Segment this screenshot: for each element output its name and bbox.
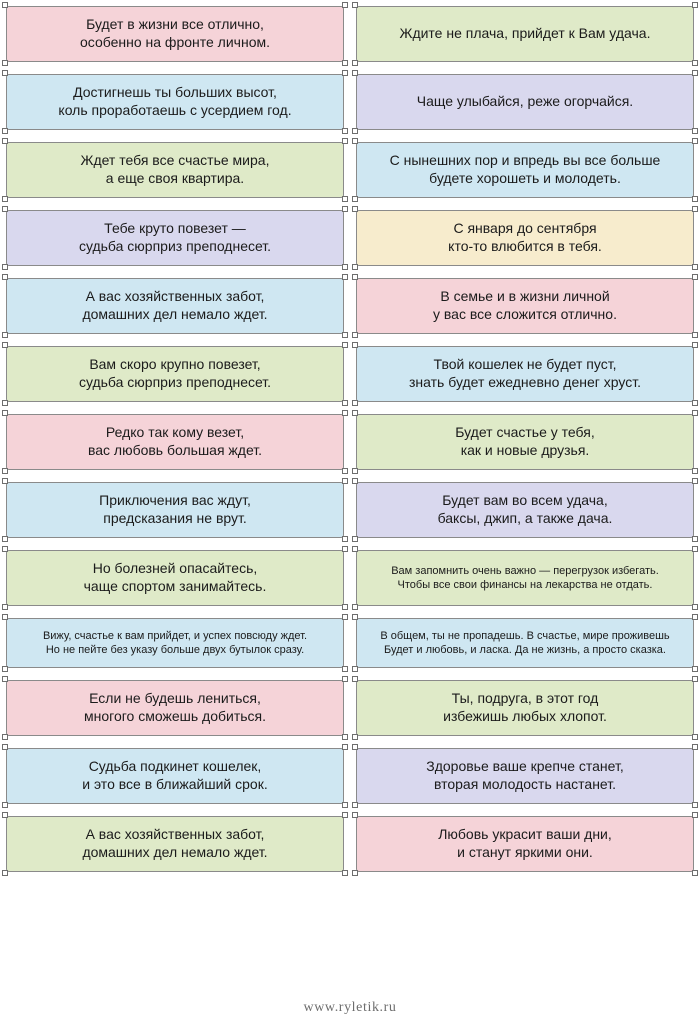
crop-mark-tr [342, 812, 348, 818]
card-text-line: предсказания не врут. [103, 510, 247, 526]
card-slot [356, 618, 694, 668]
card-slot [356, 550, 694, 606]
prediction-card[interactable] [356, 142, 694, 198]
crop-mark-tl [2, 138, 8, 144]
crop-mark-bl [352, 802, 358, 808]
prediction-card[interactable] [6, 816, 344, 872]
prediction-card[interactable] [356, 414, 694, 470]
card-slot [356, 414, 694, 470]
crop-mark-tl [2, 614, 8, 620]
crop-mark-bl [352, 332, 358, 338]
card-slot [356, 680, 694, 736]
card-text [15, 826, 335, 862]
card-text-line: будете хорошеть и молодеть. [429, 170, 621, 186]
crop-mark-tr [692, 614, 698, 620]
crop-mark-bl [352, 870, 358, 876]
card-slot [6, 142, 344, 198]
crop-mark-tl [352, 2, 358, 8]
crop-mark-br [692, 332, 698, 338]
crop-mark-bl [352, 196, 358, 202]
card-slot [356, 210, 694, 266]
crop-mark-tr [342, 342, 348, 348]
crop-mark-tr [342, 546, 348, 552]
crop-mark-br [342, 468, 348, 474]
crop-mark-br [342, 802, 348, 808]
card-slot [6, 414, 344, 470]
card-text-line: Ждет тебя все счастье мира, [80, 152, 270, 169]
crop-mark-tr [692, 744, 698, 750]
crop-mark-bl [352, 128, 358, 134]
card-text-line: Тебе круто повезет — [104, 220, 246, 237]
crop-mark-tl [352, 274, 358, 280]
card-text-line: Чаще улыбайся, реже огорчайся. [416, 93, 634, 110]
crop-mark-br [692, 264, 698, 270]
crop-mark-bl [352, 604, 358, 610]
crop-mark-tl [352, 342, 358, 348]
prediction-card[interactable] [356, 748, 694, 804]
crop-mark-tr [342, 274, 348, 280]
left-column [6, 6, 344, 884]
card-text-line: у вас все сложится отлично. [433, 306, 617, 322]
prediction-card[interactable] [356, 278, 694, 334]
prediction-card[interactable] [356, 550, 694, 606]
prediction-card[interactable] [356, 816, 694, 872]
card-text-line: домашних дел немало ждет. [82, 306, 268, 322]
crop-mark-br [692, 604, 698, 610]
prediction-card[interactable] [6, 6, 344, 62]
crop-mark-br [342, 128, 348, 134]
crop-mark-br [342, 870, 348, 876]
crop-mark-tl [352, 744, 358, 750]
crop-mark-br [692, 60, 698, 66]
crop-mark-br [342, 196, 348, 202]
card-text-line: Но не пейте без указу больше двух бутылок сразу. [45, 644, 305, 656]
card-text-line: Чтобы все свои финансы на лекарства не отдать. [397, 579, 653, 591]
card-text-line: Достигнешь ты больших высот, [73, 84, 277, 101]
crop-mark-tr [342, 2, 348, 8]
crop-mark-bl [352, 666, 358, 672]
card-text [15, 424, 335, 460]
crop-mark-tl [352, 812, 358, 818]
crop-mark-tr [342, 410, 348, 416]
crop-mark-tl [2, 676, 8, 682]
card-slot [6, 618, 344, 668]
crop-mark-tl [2, 70, 8, 76]
card-text-line: Будет в жизни все отлично, [86, 16, 264, 33]
card-text-line: Твой кошелек не будет пуст, [433, 356, 617, 373]
card-slot [6, 482, 344, 538]
crop-mark-br [342, 264, 348, 270]
card-text-line: и станут яркими они. [457, 844, 593, 860]
crop-mark-br [342, 536, 348, 542]
prediction-card[interactable] [356, 482, 694, 538]
crop-mark-br [342, 400, 348, 406]
card-text [15, 16, 335, 52]
card-text-line: Судьба подкинет кошелек, [88, 758, 262, 775]
card-text [15, 84, 335, 120]
card-slot [6, 748, 344, 804]
card-text-line: как и новые друзья. [460, 442, 590, 458]
crop-mark-tr [692, 2, 698, 8]
prediction-card[interactable] [6, 482, 344, 538]
card-text [15, 492, 335, 528]
crop-mark-bl [352, 264, 358, 270]
crop-mark-bl [2, 734, 8, 740]
card-text-line: многого сможешь добиться. [84, 708, 266, 724]
card-text-line: Будет счастье у тебя, [455, 424, 595, 441]
crop-mark-tr [342, 614, 348, 620]
crop-mark-tr [692, 70, 698, 76]
crop-mark-tr [342, 206, 348, 212]
crop-mark-bl [2, 604, 8, 610]
card-text-line: Любовь украсит ваши дни, [438, 826, 612, 843]
card-text [365, 152, 685, 188]
crop-mark-bl [2, 196, 8, 202]
prediction-card[interactable] [356, 680, 694, 736]
prediction-card[interactable] [6, 618, 344, 668]
card-text [365, 758, 685, 794]
crop-mark-tr [342, 138, 348, 144]
card-text [15, 152, 335, 188]
card-text [15, 288, 335, 324]
crop-mark-tr [342, 676, 348, 682]
crop-mark-tl [352, 138, 358, 144]
card-text-line: судьба сюрприз преподнесет. [78, 238, 272, 254]
card-text-line: Редко так кому везет, [105, 424, 245, 441]
card-slot [6, 278, 344, 334]
crop-mark-tl [352, 410, 358, 416]
crop-mark-br [342, 734, 348, 740]
crop-mark-tl [2, 812, 8, 818]
card-text-line: С нынешних пор и впредь вы все больше [389, 152, 661, 169]
crop-mark-bl [352, 536, 358, 542]
card-text-line: судьба сюрприз преподнесет. [78, 374, 272, 390]
crop-mark-br [342, 666, 348, 672]
prediction-card[interactable] [6, 550, 344, 606]
card-slot [356, 74, 694, 130]
prediction-card[interactable] [6, 748, 344, 804]
card-text-line: вас любовь большая ждет. [87, 442, 263, 458]
crop-mark-tr [692, 812, 698, 818]
prediction-card[interactable] [356, 346, 694, 402]
cards-grid [6, 6, 694, 884]
right-column [356, 6, 694, 884]
card-text [365, 93, 685, 111]
crop-mark-tl [2, 274, 8, 280]
card-slot [356, 482, 694, 538]
card-text [15, 690, 335, 726]
card-text-line: коль проработаешь с усердием год. [58, 102, 292, 118]
card-text-line: кто-то влюбится в тебя. [448, 238, 602, 254]
crop-mark-tr [692, 342, 698, 348]
prediction-card[interactable] [6, 142, 344, 198]
card-text [15, 220, 335, 256]
crop-mark-bl [2, 666, 8, 672]
card-text-line: Но болезней опасайтесь, [92, 560, 258, 577]
card-slot [6, 74, 344, 130]
crop-mark-br [342, 60, 348, 66]
crop-mark-br [692, 802, 698, 808]
prediction-card[interactable] [6, 210, 344, 266]
crop-mark-br [692, 666, 698, 672]
card-text-line: знать будет ежедневно денег хруст. [409, 374, 641, 390]
crop-mark-tl [352, 206, 358, 212]
prediction-card[interactable] [6, 74, 344, 130]
crop-mark-tr [692, 138, 698, 144]
crop-mark-tr [342, 744, 348, 750]
card-text [365, 288, 685, 324]
card-text [365, 25, 685, 43]
card-slot [6, 816, 344, 872]
prediction-card[interactable] [6, 680, 344, 736]
crop-mark-bl [2, 870, 8, 876]
card-slot [356, 346, 694, 402]
card-slot [6, 680, 344, 736]
crop-mark-tl [2, 546, 8, 552]
crop-mark-br [692, 196, 698, 202]
crop-mark-tl [352, 546, 358, 552]
card-text-line: Будет и любовь, и ласка. Да не жизнь, а просто сказка. [384, 644, 666, 656]
card-text [15, 356, 335, 392]
crop-mark-tr [692, 410, 698, 416]
card-text [365, 220, 685, 256]
card-text [365, 492, 685, 528]
card-text-line: Ждите не плача, прийдет к Вам удача. [399, 25, 651, 42]
crop-mark-tl [352, 676, 358, 682]
card-slot [356, 816, 694, 872]
card-slot [6, 550, 344, 606]
card-text-line: вторая молодость настанет. [433, 776, 617, 792]
crop-mark-tl [2, 744, 8, 750]
card-slot [356, 278, 694, 334]
card-text [365, 564, 685, 592]
card-slot [356, 748, 694, 804]
crop-mark-br [692, 468, 698, 474]
card-text-line: Ты, подруга, в этот год [451, 690, 599, 707]
crop-mark-tr [692, 478, 698, 484]
crop-mark-tl [2, 206, 8, 212]
card-text [365, 690, 685, 726]
crop-mark-tr [342, 478, 348, 484]
crop-mark-br [692, 400, 698, 406]
crop-mark-tl [2, 342, 8, 348]
crop-mark-tl [2, 410, 8, 416]
card-text-line: Здоровье ваше крепче станет, [426, 758, 624, 775]
card-text-line: Если не будешь лениться, [89, 690, 261, 707]
crop-mark-bl [2, 332, 8, 338]
prediction-card[interactable] [6, 346, 344, 402]
crop-mark-tl [2, 478, 8, 484]
card-text-line: Вижу, счастье к вам прийдет, и успех повсюду ждет. [42, 629, 308, 642]
card-text-line: Будет вам во всем удача, [442, 492, 608, 509]
card-text [365, 356, 685, 392]
card-slot [6, 6, 344, 62]
crop-mark-tl [352, 478, 358, 484]
card-text-line: Вам скоро крупно повезет, [89, 356, 261, 373]
card-slot [6, 210, 344, 266]
card-text-line: В общем, ты не пропадешь. В счастье, мире проживешь [380, 629, 670, 642]
crop-mark-tr [692, 206, 698, 212]
prediction-card[interactable] [356, 74, 694, 130]
crop-mark-bl [2, 60, 8, 66]
card-text-line: домашних дел немало ждет. [82, 844, 268, 860]
card-text-line: баксы, джип, а также дача. [437, 510, 613, 526]
prediction-card[interactable] [356, 6, 694, 62]
crop-mark-tr [692, 546, 698, 552]
card-text [15, 629, 335, 657]
card-text-line: Приключения вас ждут, [99, 492, 251, 509]
crop-mark-bl [2, 128, 8, 134]
prediction-card[interactable] [6, 414, 344, 470]
prediction-card[interactable] [356, 618, 694, 668]
prediction-card[interactable] [356, 210, 694, 266]
card-text-line: А вас хозяйственных забот, [85, 826, 265, 843]
crop-mark-bl [2, 400, 8, 406]
card-text [365, 826, 685, 862]
card-text [365, 424, 685, 460]
crop-mark-br [692, 128, 698, 134]
card-text [365, 629, 685, 657]
card-text-line: С января до сентября [453, 220, 597, 237]
crop-mark-bl [352, 60, 358, 66]
crop-mark-bl [2, 802, 8, 808]
crop-mark-bl [352, 468, 358, 474]
card-slot [6, 346, 344, 402]
site-watermark: www.ryletik.ru [303, 1000, 397, 1015]
card-slot [356, 142, 694, 198]
card-text-line: избежишь любых хлопот. [443, 708, 607, 724]
crop-mark-bl [2, 468, 8, 474]
crop-mark-bl [352, 734, 358, 740]
card-text-line: а еще своя квартира. [105, 170, 245, 186]
card-text-line: В семье и в жизни личной [440, 288, 610, 305]
crop-mark-bl [2, 264, 8, 270]
crop-mark-br [342, 604, 348, 610]
crop-mark-tl [2, 2, 8, 8]
crop-mark-br [692, 870, 698, 876]
card-text [15, 560, 335, 596]
crop-mark-br [692, 536, 698, 542]
crop-mark-tr [692, 274, 698, 280]
crop-mark-bl [352, 400, 358, 406]
card-slot [356, 6, 694, 62]
card-text [15, 758, 335, 794]
crop-mark-tr [342, 70, 348, 76]
crop-mark-tl [352, 614, 358, 620]
crop-mark-br [342, 332, 348, 338]
crop-mark-br [692, 734, 698, 740]
crop-mark-tr [692, 676, 698, 682]
card-text-line: А вас хозяйственных забот, [85, 288, 265, 305]
crop-mark-bl [2, 536, 8, 542]
card-text-line: и это все в ближайший срок. [82, 776, 268, 792]
card-text-line: особенно на фронте личном. [80, 34, 270, 50]
crop-mark-tl [352, 70, 358, 76]
card-text-line: Вам запомнить очень важно — перегрузок избегать. [391, 564, 659, 577]
prediction-card[interactable] [6, 278, 344, 334]
card-text-line: чаще спортом занимайтесь. [83, 578, 267, 594]
